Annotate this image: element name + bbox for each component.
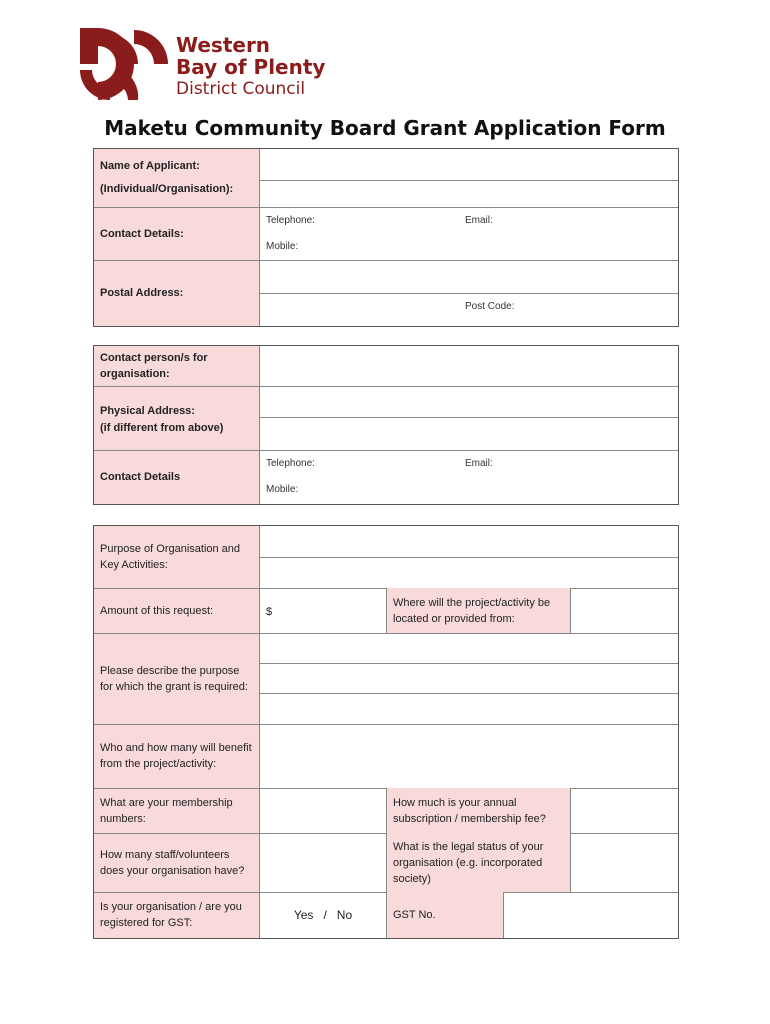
postal-address-label: Postal Address: — [100, 287, 184, 299]
staff-label: How many staff/volunteers does your organisation have? — [100, 848, 245, 877]
name-sub-label: (Individual/Organisation): — [100, 183, 234, 195]
gst-question-label: Is your organisation / are you registered for GST: — [100, 901, 242, 929]
membership-label: What are your membership numbers: — [100, 796, 233, 825]
contact-table — [93, 345, 679, 505]
purpose-label: Purpose of Organisation and Key Activities: — [100, 543, 241, 571]
logo-line-1: Western — [176, 33, 271, 57]
gst-number-label: GST No. — [386, 892, 504, 938]
telephone-label: Telephone: — [266, 215, 315, 226]
logo-mark-icon — [78, 24, 170, 104]
email-label: Email: — [465, 215, 493, 226]
physical-address-sub: (if different from above) — [100, 422, 224, 434]
contact-details-label: Contact Details: — [100, 227, 184, 240]
yes-no-option[interactable]: Yes / No — [293, 908, 353, 922]
form-title: Maketu Community Board Grant Application Form — [104, 116, 666, 140]
physical-address-label: Physical Address: — [100, 405, 195, 417]
who-label: Who and how many will benefit from the project/activity: — [100, 742, 252, 770]
legal-status-label: What is the legal status of your organisation (e.g. incorporated society) — [386, 833, 571, 892]
telephone-label-2: Telephone: — [266, 458, 315, 469]
logo-line-3: District Council — [176, 79, 306, 99]
post-code-label: Post Code: — [465, 301, 515, 312]
describe-label: Please describe the purpose for which the grant is required: — [100, 664, 248, 693]
applicant-table — [93, 148, 679, 327]
amount-label: Amount of this request: — [100, 604, 214, 617]
name-label: Name of Applicant: — [100, 160, 200, 172]
grant-table — [93, 525, 679, 939]
mobile-label-2: Mobile: — [266, 484, 299, 495]
where-label: Where will the project/activity be located or provided from: — [386, 588, 571, 633]
mobile-label: Mobile: — [266, 241, 299, 252]
name-input[interactable] — [260, 149, 678, 180]
logo-line-2: Bay of Plenty — [176, 55, 326, 79]
fee-label: How much is your annual subscription / membership fee? — [386, 788, 571, 833]
organisation-input[interactable] — [260, 180, 678, 207]
email-label-2: Email: — [465, 458, 493, 469]
council-logo — [78, 24, 328, 104]
contact-details-label-2: Contact Details — [100, 471, 181, 483]
dollar-sign: $ — [266, 606, 273, 618]
contact-person-label: Contact person/s for organisation: — [100, 352, 208, 380]
